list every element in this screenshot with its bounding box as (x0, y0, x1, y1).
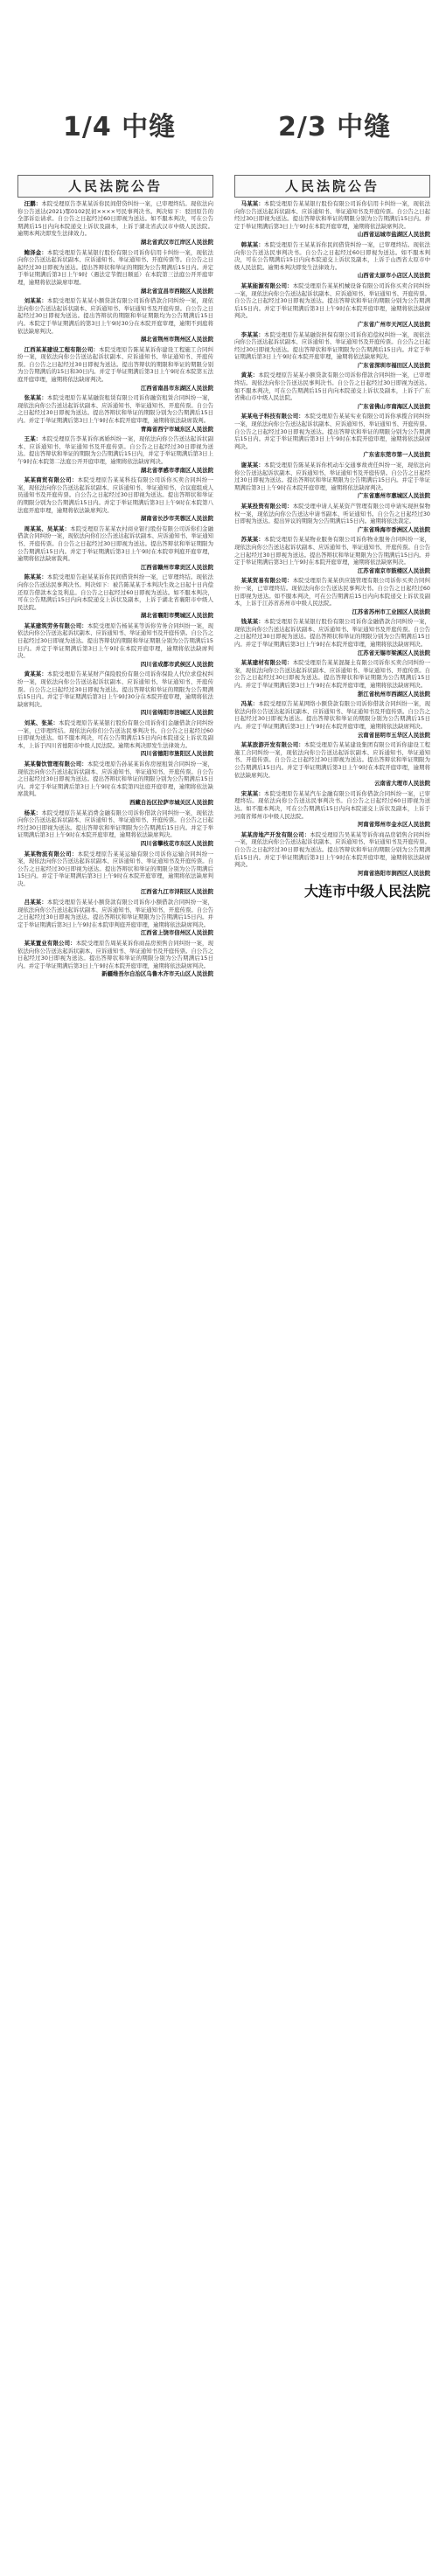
notice-text: 本院受理原告某某小额贷款有限公司诉你借款合同纠纷一案，现依法向你公告送达起诉状副本、应诉通知书、举证通知书及开庭传票。自公告之日起经过30日即视为送达。提出答辩状的期限和举证期限均为公告期满后15日内。本院定于举证期满后的第3日上午9时30分在本院开庭审理，逾期不到庭将依法缺席判决。 (17, 297, 213, 335)
notice-court: 广东省佛山市南海区人民法院 (357, 402, 430, 410)
notice-court: 云南省大理市人民法院 (374, 780, 430, 788)
notice-item (17, 809, 213, 839)
notice-court: 湖北省荆州市荆州区人民法院 (140, 336, 213, 344)
notice-party: 李某某： (240, 330, 264, 338)
notice-item (17, 851, 213, 888)
notice-item (234, 462, 430, 491)
notice-court: 江西省赣州市章贡区人民法院 (140, 563, 213, 571)
fold-label-left: 1/4 中缝 (63, 112, 177, 142)
notice-item (17, 394, 213, 424)
notice-item (17, 476, 213, 514)
notice-text: 本院受理原告某某混凝土有限公司诉你买卖合同纠纷一案，现依法向你公告送达起诉状副本、应诉通知书、举证通知书、开庭传票。自公告之日起经过30日即视为送达。提出答辩状和举证期限为公告期满后15日内。并定于举证期满后第3日上午9时在本院开庭审理，逾期将依法缺席判决。 (234, 659, 430, 690)
notice-party: 周某某、吴某某： (24, 524, 71, 532)
notice-item (234, 790, 430, 820)
notice-text: 本院受理原告李某诉你离婚纠纷一案，现依法向你公告送达起诉状副本、应诉通知书、举证通知书及开庭传票。自公告之日起经过30日即视为送达。提出答辩状和举证的期限为公告期满后15日内，并定于举证期满后第3日上午9时在本院第二法庭公开开庭审理，逾期将依法缺席判决。 (17, 435, 213, 465)
notice-text: 本院受理原告某某消费金融有限公司诉你借款合同纠纷一案，现依法向你公告送达起诉状副本、应诉通知书、举证通知书、开庭传票。自公告之日起经过30日即视为送达。提出答辩状和举证期限为公告期满后15日内。并定于举证期满后第3日上午9时在本院开庭审理，逾期将依法缺席判决。 (17, 809, 213, 839)
notice-party: 某某贸易有限公司： (240, 577, 293, 585)
notice-item (234, 282, 430, 320)
notice-party: 刘某、张某： (24, 719, 59, 726)
notice-column-left (17, 175, 213, 2559)
notice-text: 本院受理原告王某某诉你民间借贷纠纷一案，已审理终结。现依法向你公告送达民事判决书。自公告之日起经过60日即视为送达。如不服本判决，可在公告期满后15日内向本院递交上诉状及副本，上诉于山西省太原市中级人民法院。逾期本判决即发生法律效力。 (234, 240, 430, 271)
notice-party: 宋某某： (240, 789, 264, 797)
notice-court: 广东省深圳市福田区人民法院 (357, 361, 430, 369)
notice-court: 新疆维吾尔自治区乌鲁木齐市天山区人民法院 (101, 970, 213, 978)
notice-party: 鲍泽金： (24, 248, 47, 256)
notice-court: 广东省珠海市香洲区人民法院 (357, 525, 430, 533)
notice-party: 杨某： (24, 809, 42, 816)
notice-court: 四川省攀枝花市东区人民法院 (140, 839, 213, 847)
notice-court: 广东省惠州市惠城区人民法院 (357, 492, 430, 500)
notice-item (234, 577, 430, 607)
notice-column-right (234, 175, 430, 2559)
notice-party: 某某投资有限公司： (240, 502, 293, 510)
notice-party: 马某某： (240, 200, 264, 207)
notice-court: 四川省绵阳市涪城区人民法院 (140, 709, 213, 717)
notice-party: 某某房地产开发有限公司： (240, 830, 310, 838)
notice-court: 江西省九江市浔阳区人民法院 (140, 888, 213, 896)
notice-text: 本院受理原告某某融资担保有限公司诉你追偿权纠纷一案，现依法向你公告送达起诉状副本、应诉通知书、举证通知书及开庭传票。自公告之日起经过30日即视为送达。提出答辩状和举证期限为公告期满后15日内。并定于举证期满后第3日上午9时在本院开庭审理，逾期将依法缺席判决。 (234, 330, 430, 361)
notice-item (17, 297, 213, 335)
notice-court: 广东省广州市天河区人民法院 (357, 320, 430, 328)
notice-text: 本院受理原告某某银行股份有限公司诉你们金融借款合同纠纷一案，已审理终结。现依法向你们公告送达民事判决书。自公告之日起经过60日即视为送达。如不服本判决，可在公告期满后15日内向本院递交上诉状及副本，上诉于四川省德阳市中级人民法院。逾期本判决即发生法律效力。 (17, 719, 213, 749)
notice-item (17, 719, 213, 749)
notice-text: 本院受理原告某某建设集团有限公司诉你建设工程施工合同纠纷一案，现依法向你公告送达起诉状副本、应诉通知书、举证通知书、开庭传票。自公告之日起经过30日即视为送达。提出答辩状和举证期限为公告期满后15日内。并定于举证期满后第3日上午9时在本院开庭审理，逾期将依法缺席判决。 (234, 741, 430, 779)
notice-item (234, 618, 430, 648)
notice-item (234, 413, 430, 450)
notice-text: 本院受理原告某某汽车金融有限公司诉你借款合同纠纷一案，已审理终结。现依法向你公告送达民事判决书。自公告之日起经过60日即视为送达。如不服本判决，可在公告期满后15日内向本院递交上诉状及副本，上诉于河南省郑州市中级人民法院。 (234, 789, 430, 820)
notice-list-right (234, 200, 430, 877)
notice-text: 本院受理原告李某某诉你民间借贷纠纷一案，已审理终结。现依法向你公告送达(2021)鄂0102民初××××号民事判决书。判决如下：驳回原告的全部诉讼请求。自公告之日起经过60日即视为送达。如不服本判决，可在公告期满后15日内向本院递交上诉状及副本，上诉于湖北省武汉市中级人民法院。逾期本判决即发生法律效力。 (17, 200, 213, 238)
notice-text: 本院受理原告某某运输有限公司诉你运输合同纠纷一案，现依法向你公告送达起诉状副本、应诉通知书、举证通知书及开庭传票。自公告之日起经过30日即视为送达。提出答辩状和举证的期限分别为公告期满后15日内。并定于举证期满后第3日上午9时在本院开庭审理，逾期将依法缺席判决。 (17, 850, 213, 887)
notice-court: 浙江省杭州市西湖区人民法院 (357, 690, 430, 698)
notice-item (17, 200, 213, 238)
notice-court: 云南省昆明市五华区人民法院 (357, 731, 430, 739)
notice-court: 江西省南昌市东湖区人民法院 (140, 384, 213, 392)
notice-item (17, 573, 213, 611)
notice-court: 山西省太原市小店区人民法院 (357, 272, 430, 280)
notice-party: 某某电子科技有限公司： (240, 413, 304, 420)
notice-text: 本院受理原告某某财产保险股份有限公司诉你保险人代位求偿权纠纷一案，现依法向你公告送达起诉状副本、应诉通知书、举证通知书、开庭传票。自公告之日起经过30日即视为送达。提出答辩状和举证的期限为公告期满后15日内。并定于举证期满后第3日上午9时30分在本院开庭审理，逾期将依法缺席判决。 (17, 670, 213, 708)
notice-party: 韩某某： (240, 240, 264, 248)
notice-text: 本院受理原告赵某某诉你民间借贷纠纷一案，已审理终结。现依法向你公告送达民事判决书。判决如下：被告陈某某于本判决生效之日起十日内偿还原告借款本金及利息。自公告之日起经过60日即视为送达。如不服本判决，可在公告期满后15日内向本院递交上诉状及副本，上诉于湖北省襄阳市中级人民法院。 (17, 573, 213, 611)
notice-item (234, 831, 430, 869)
notice-item (234, 241, 430, 271)
notice-text: 本院受理原告陈某某诉你建设工程施工合同纠纷一案，现依法向你公告送达起诉状副本、应诉通知书、举证通知书、开庭传票。自公告之日起经过30日即视为送达。提出答辩状的期限和举证的期限分别为公告期满后的15日和30日内。并定于举证期满后第3日上午9时在本院第五法庭开庭审理，逾期将依法缺席判决。 (17, 345, 213, 384)
notice-text: 本院受理原告某某网络小额贷款有限公司诉你借款合同纠纷一案，现依法向你公告送达起诉状副本、应诉通知书、举证通知书及开庭传票。自公告之日起经过30日即视为送达。提出答辩状和举证的期限分别为公告期满后15日内。并定于举证期满后第3日上午9时在本院开庭审理，逾期将依法缺席判决。 (234, 700, 430, 730)
notice-item (17, 670, 213, 708)
fold-label-right: 2/3 中缝 (278, 112, 392, 142)
notice-court: 湖北省武汉市江岸区人民法院 (140, 238, 213, 246)
notice-court: 湖北省宜昌市西陵区人民法院 (140, 287, 213, 295)
notice-text: 本院受理原告某某物业服务有限公司诉你物业服务合同纠纷一案，现依法向你公告送达起诉状副本、应诉通知书、举证通知书、开庭传票。自公告之日起经过30日即视为送达。提出答辩状和举证期限为公告期满后15日内。并定于举证期满后第3日上午9时在本院开庭审理，逾期将依法缺席判决。 (234, 536, 430, 566)
notice-text: 本院受理原告某某农村商业银行股份有限公司诉你们金融借款合同纠纷一案，现依法向你们公告送达起诉状副本、应诉通知书、举证通知书、开庭传票。自公告之日起经过30日即视为送达。提出答辩状和举证期限为公告期满后15日内。并定于举证期满后第3日上午9时在本院审判庭开庭审理，逾期将依法缺席裁判。 (17, 524, 213, 563)
notice-item (234, 659, 430, 689)
notice-court: 西藏自治区拉萨市城关区人民法院 (129, 798, 213, 806)
notice-party: 王某： (24, 435, 42, 443)
notice-court: 江西省上饶市信州区人民法院 (140, 929, 213, 937)
notice-court: 青海省西宁市城东区人民法院 (140, 425, 213, 433)
notice-text: 本院受理原告孙某某诉你房屋租赁合同纠纷一案，现依法向你公告送达起诉状副本、应诉通知书、举证通知书、开庭传票。自公告之日起经过30日即视为送达。提出答辩状和举证的期限分别为公告期满后15日内。并定于举证期满后第3日上午9时在本院第四法庭开庭审理，逾期将依法缺席裁判。 (17, 760, 213, 798)
notice-party: 某某商贸有限公司： (24, 476, 78, 484)
notice-party: 黄某： (240, 371, 259, 379)
notice-item (17, 525, 213, 563)
notice-item (17, 940, 213, 969)
notice-party: 汪鹏： (24, 200, 42, 207)
notice-item (234, 741, 430, 779)
notice-item (234, 331, 430, 361)
notice-list-left (17, 200, 213, 978)
notice-text: 本院受理原告某某银行股份有限公司诉你金融借款合同纠纷一案，现依法向你公告送达起诉状副本、应诉通知书、举证通知书及开庭传票。自公告之日起经过30日即视为送达。提出答辩状和举证的期限分别为公告期满后15日内。并定于举证期满后第3日上午9时在本院开庭审理，逾期将依法缺席判决。 (234, 618, 430, 649)
notice-court: 广东省东莞市第一人民法院 (363, 451, 430, 459)
notice-text: 本院受理原告某某实业有限公司诉你承揽合同纠纷一案，现依法向你公告送达起诉状副本、应诉通知书、举证通知书、开庭传票。自公告之日起经过30日即视为送达。提出答辩状和举证的期限分别为公告期满后15日内。并定于举证期满后第3日上午9时在本院开庭审理，逾期将依法缺席判决。 (234, 413, 430, 450)
notice-text: 本院受理原告某某银行股份有限公司诉你信用卡纠纷一案，现依法向你公告送达起诉状副本、应诉通知书、举证通知书及开庭传票。自公告之日起经过30日即视为送达。提出答辩状和举证的期限分别为公告期满后15日内。并定于举证期满后第3日上午9时在本院开庭审理，逾期将依法缺席判决。 (234, 200, 430, 230)
notice-text: 本院受理原告某某供应链管理有限公司诉你买卖合同纠纷一案，已审理终结。现依法向你公告送达民事判决书。自公告之日起经过60日即视为送达。如不服本判决，可在公告期满后15日内向本院递交上诉状及副本，上诉于江苏省苏州市中级人民法院。 (234, 577, 430, 608)
notice-court: 湖北省孝感市孝南区人民法院 (140, 466, 213, 474)
notice-text: 本院受理原告周某某诉你商品房预售合同纠纷一案，现依法向你公告送达起诉状副本、应诉通知书、举证通知书及开庭传票。自公告之日起经过30日即视为送达。提出答辩状和举证的期限分别为公告期满后15日内。并定于举证期满后第3日上午9时在本院开庭审理，逾期将依法缺席判决。 (17, 940, 213, 969)
notice-court: 山西省运城市盐湖区人民法院 (357, 231, 430, 239)
notice-text: 本院受理原告杨某某等诉你劳务合同纠纷一案，现依法向你公告送达起诉状副本、应诉通知书、举证通知书及开庭传票。自公告之日起经过30日即视为送达。提出答辩状的期限和举证期限分别为公告期满后15日内。并定于举证期满后第3日上午9时在本院开庭审理，逾期将依法缺席判决。 (17, 621, 213, 660)
notice-court: 四川省德阳市旌阳区人民法院 (140, 750, 213, 758)
notice-text: 本院受理原告某某小额贷款有限公司诉你借款合同纠纷一案，已审理终结。现依法向你公告送达民事判决书。自公告之日起经过30日即视为送达。如不服本判决，可在公告期满后15日内向本院递交上诉状及副本，上诉于广东省佛山市中级人民法院。 (234, 371, 430, 402)
notice-item (234, 371, 430, 401)
notice-party: 刘某某： (24, 297, 47, 305)
notice-item (17, 346, 213, 384)
notice-text: 本院受理原告某某融资租赁有限公司诉你融资租赁合同纠纷一案，现依法向你公告送达起诉状副本、应诉通知书、举证通知书、开庭传票。自公告之日起经过30日即视为送达。提出答辩状和举证的期限分别为公告期满后15日内。并定于举证期满后第3日上午9时在本院开庭审理，逾期将依法缺席裁判。 (17, 394, 213, 425)
notice-text: 本院受理原告某某小额贷款有限公司诉你小额借款合同纠纷一案，现依法向你公告送达起诉状副本、应诉通知书、举证通知书、开庭传票。自公告之日起经过30日即视为送达。提出答辩状和举证期限为公告期满后15日内。并定于举证期满后第3日上午9时在本院审判庭开庭审理，逾期将依法缺席判决。 (17, 899, 213, 928)
notice-item (234, 700, 430, 730)
notice-party: 江西某某建设工程有限公司： (24, 345, 99, 353)
notice-party: 某某建筑劳务有限公司： (24, 621, 87, 629)
notice-item (234, 503, 430, 525)
notice-party: 某某能源有限公司： (240, 281, 293, 289)
notice-text: 本院受理原告吴某某等诉你商品房销售合同纠纷一案，现依法向你公告送达起诉状副本、应诉通知书、举证通知书及开庭传票。自公告之日起经过30日即视为送达。提出答辩状和举证的期限分别为公告期满后15日内。并定于举证期满后第3日上午9时在本院开庭审理，逾期将依法缺席判决。 (234, 830, 430, 869)
notice-party: 谢某某： (240, 462, 264, 469)
closing-court: 大连市中级人民法院 (303, 883, 430, 900)
notice-party: 张某某： (24, 394, 47, 402)
notice-item (234, 200, 430, 230)
notice-party: 钱某某： (240, 618, 264, 626)
column-header-right: 人民法院公告 (234, 175, 430, 198)
notice-item (17, 249, 213, 287)
notice-text: 本院受理申请人某某资产管理有限公司申请实现担保物权一案，现依法向你公告送达申请书副本、听证通知书。自公告之日起经过30日即视为送达。提出异议的期限为公告期满后15日内。逾期将依法裁定。 (234, 502, 430, 525)
notice-party: 某某旅游开发有限公司： (240, 741, 304, 749)
notice-party: 某某物流有限公司： (24, 850, 78, 858)
notice-text: 本院受理原告某某机械设备有限公司诉你买卖合同纠纷一案，现依法向你公告送达起诉状副本、应诉通知书、举证通知书、开庭传票。自公告之日起经过30日即视为送达。提出答辩状和举证的期限分别为公告期满后15日内。并定于举证期满后第3日上午9时在本院开庭审理，逾期将依法缺席判决。 (234, 281, 430, 320)
notice-text: 本院受理原告某某科技有限公司诉你买卖合同纠纷一案，现依法向你公告送达起诉状副本、应诉通知书、举证通知书、合议庭组成人员通知书及开庭传票。自公告之日起经过30日即视为送达。提出答辩状和举证的期限分别为公告期满后15日内。并定于举证期满后第3日上午9时在本院第八法庭开庭审理，逾期将依法缺席判决。 (17, 476, 213, 514)
notice-party: 陈某某： (24, 573, 47, 581)
notice-court: 江苏省苏州市工业园区人民法院 (352, 608, 430, 615)
notice-text: 本院受理原告陈某某诉你机动车交通事故责任纠纷一案，现依法向你公告送达起诉状副本、应诉通知书、举证通知书及开庭传票。自公告之日起经过30日即视为送达。提出答辩状和举证期限为公告期满后15日内。并定于举证期满后第3日上午9时在本院开庭审理，逾期将依法缺席判决。 (234, 462, 430, 491)
notice-party: 某某餐饮管理有限公司： (24, 760, 87, 767)
column-header-left: 人民法院公告 (17, 175, 213, 198)
notice-text: 本院受理原告某某银行股份有限公司诉你信用卡纠纷一案，现依法向你公告送达起诉状副本、应诉通知书、举证通知书、开庭传票等。自公告之日起经过30日即视为送达。提出答辩状和举证的期限为公告期满后15日内。并定于举证期满后第3日上午9时（遇法定节假日顺延）在本院第三法庭公开开庭审理，逾期将依法缺席审理。 (17, 248, 213, 286)
notice-court: 河南省郑州市金水区人民法院 (357, 821, 430, 829)
notice-party: 某某建材有限公司： (240, 659, 293, 667)
notice-court: 四川省成都市武侯区人民法院 (140, 660, 213, 668)
notice-item (17, 622, 213, 660)
notice-party: 苏某某： (240, 536, 264, 544)
notice-item (17, 435, 213, 465)
notice-party: 冯某： (240, 700, 259, 708)
notice-court: 江苏省南京市鼓楼区人民法院 (357, 566, 430, 574)
notice-item (17, 760, 213, 798)
notice-court: 江苏省无锡市梁溪区人民法院 (357, 649, 430, 656)
notice-party: 吕某某： (24, 899, 47, 906)
notice-court: 湖南省长沙市芙蓉区人民法院 (140, 515, 213, 523)
notice-party: 某某置业有限公司： (24, 940, 76, 948)
notice-court: 湖北省襄阳市樊城区人民法院 (140, 612, 213, 620)
notice-court: 河南省洛阳市涧西区人民法院 (357, 869, 430, 877)
fold-labels (0, 105, 446, 157)
notice-item (17, 899, 213, 928)
notice-item (234, 536, 430, 566)
notice-party: 黄某某： (24, 670, 47, 678)
